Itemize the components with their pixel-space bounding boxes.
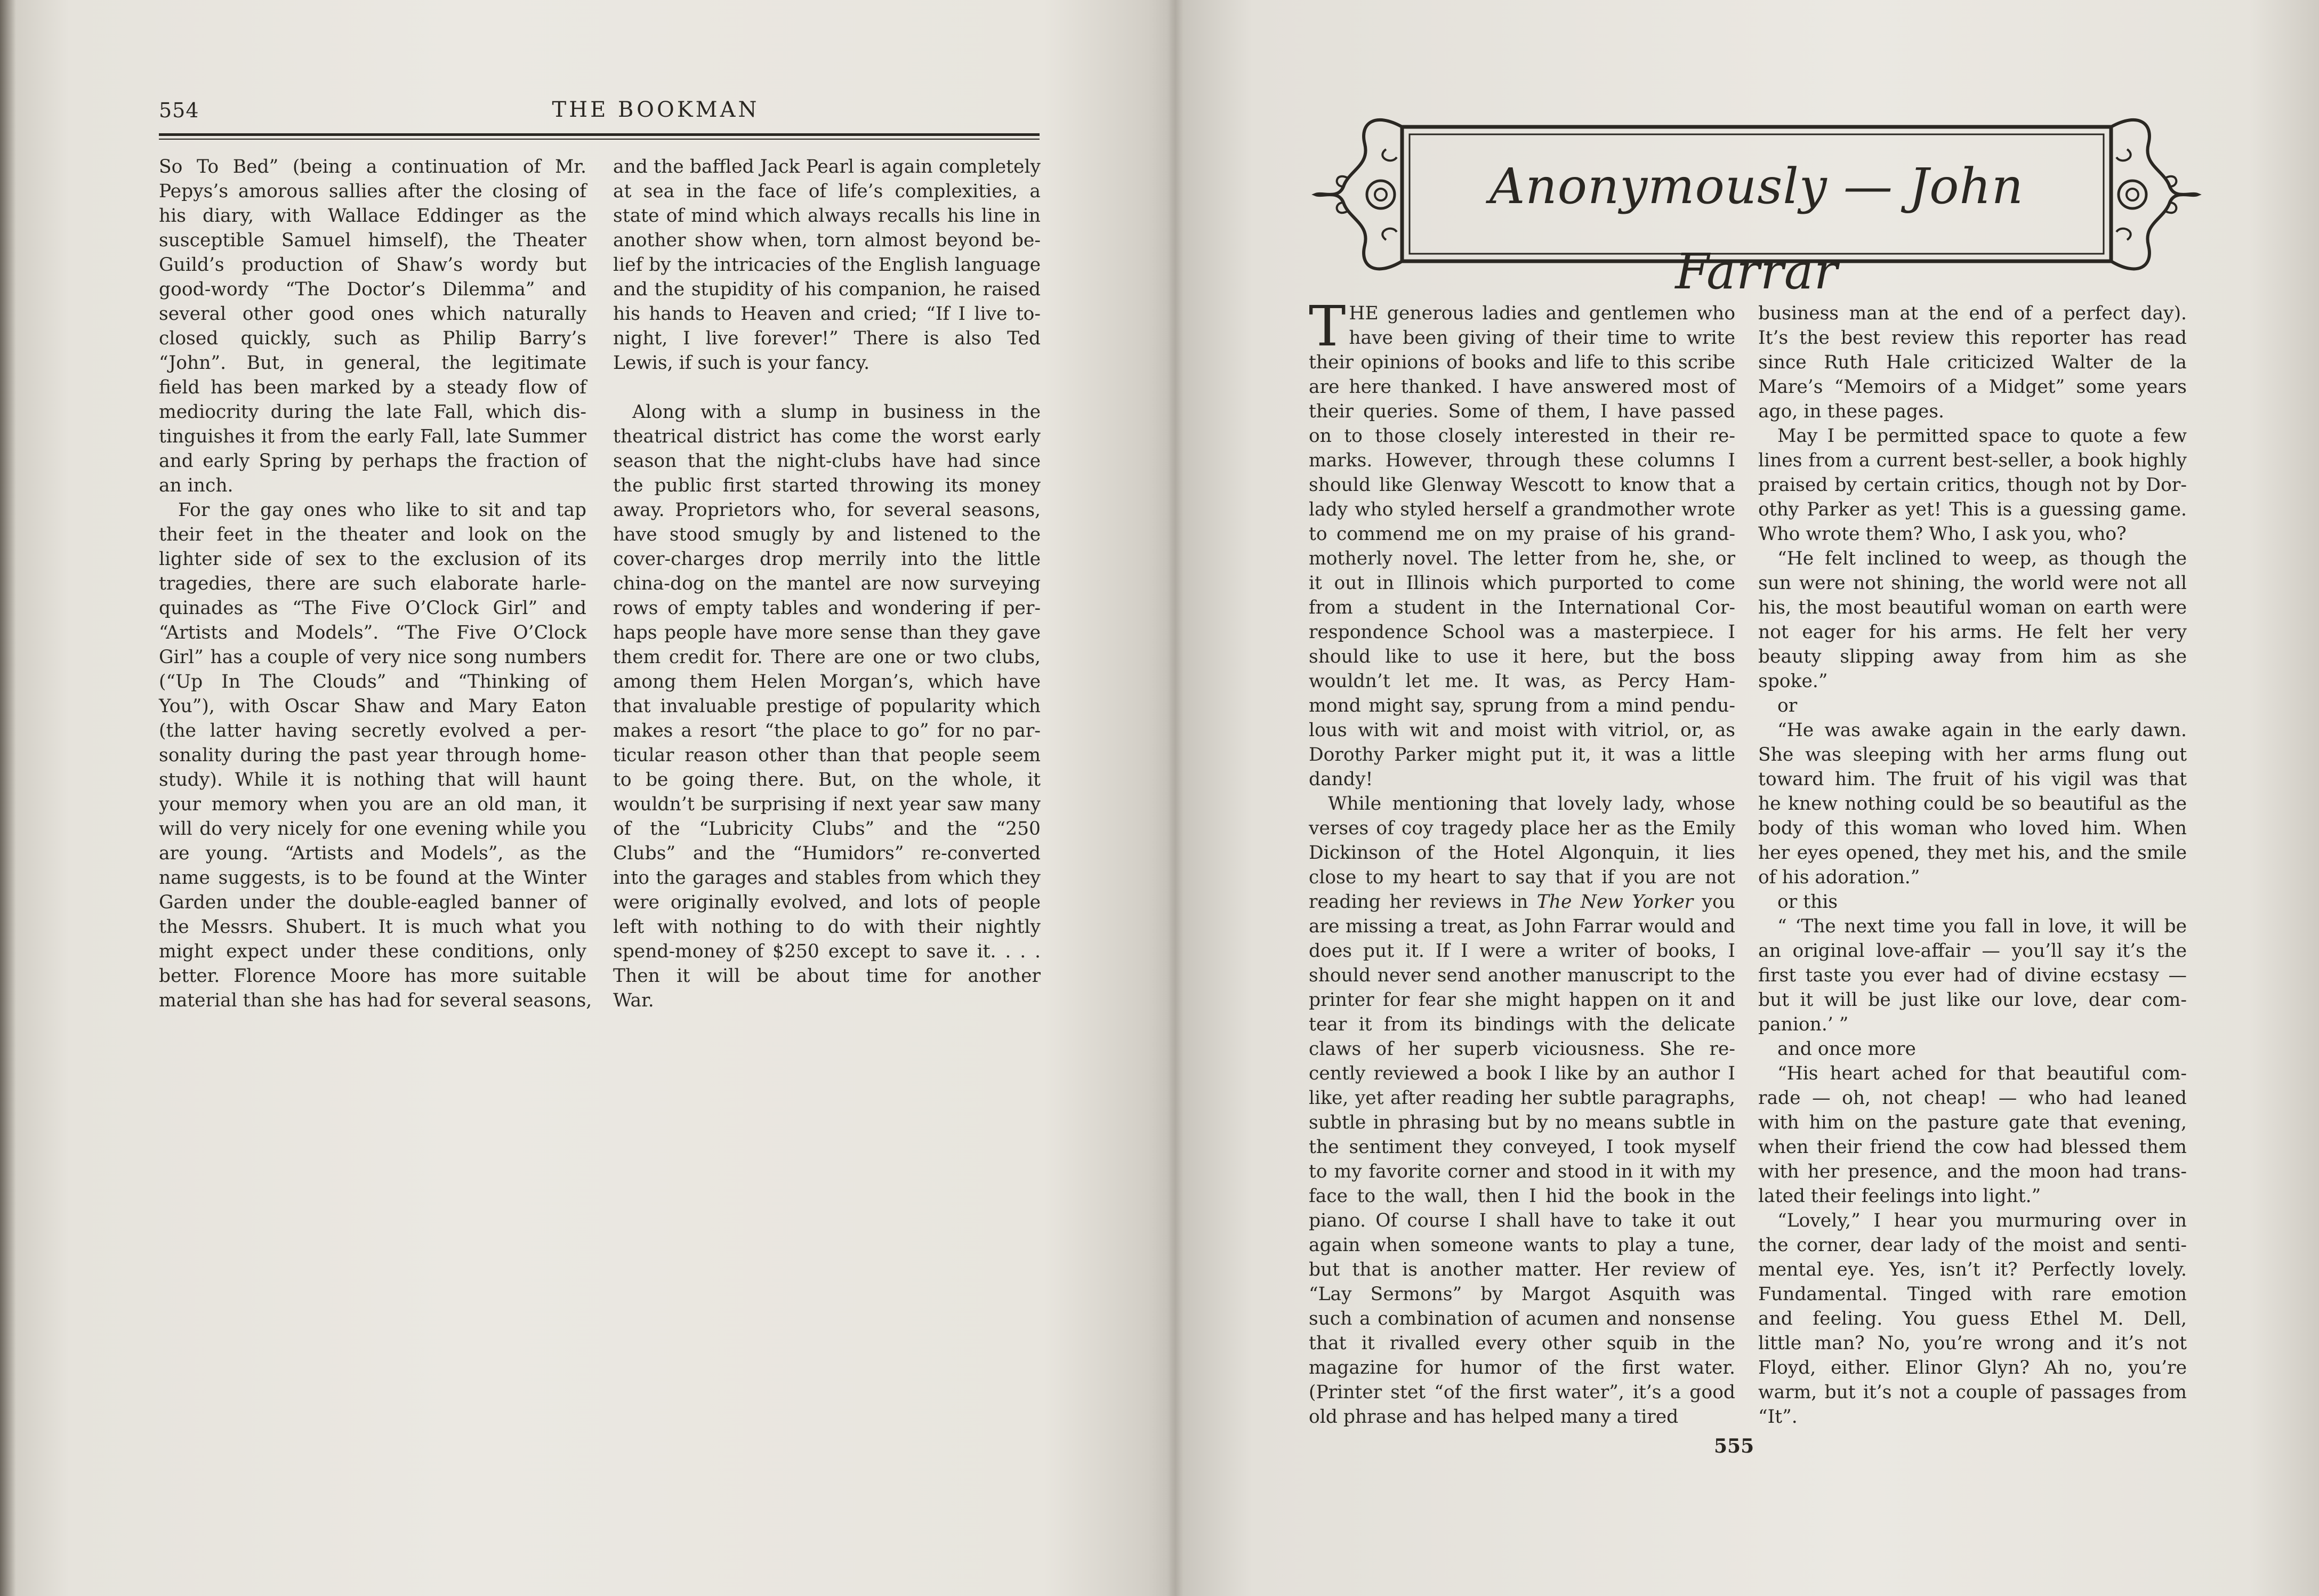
text-line: are here thanked. I have answered most of	[1309, 376, 1735, 398]
text-line: spend-money of $250 except to save it. . . .	[613, 941, 1041, 962]
text-line: to commend me on my praise of his grand-	[1309, 523, 1735, 545]
text-line: should like Glenway Wescott to know that a	[1309, 474, 1735, 496]
text-line: dandy!	[1309, 769, 1373, 790]
text-line: Guild’s production of Shaw’s wordy but	[159, 254, 586, 276]
text-line: study). While it is nothing that will haunt	[159, 769, 586, 791]
text-line: are young. “Artists and Models”, as the	[159, 843, 586, 864]
text-line: might expect under these conditions, only	[159, 941, 586, 962]
text-line: like, yet after reading her subtle paragraphs,	[1309, 1087, 1735, 1109]
text-line: since Ruth Hale criticized Walter de la	[1758, 352, 2187, 373]
text-line: (Printer stet “of the first water”, it’s a good	[1309, 1382, 1735, 1403]
text-line: have been giving of their time to write	[1349, 327, 1735, 349]
text-line: “He was awake again in the early dawn.	[1777, 720, 2187, 741]
text-line: into the garages and stables from which they	[613, 867, 1041, 889]
text-line: marks. However, through these columns I	[1309, 450, 1735, 471]
text-line: So To Bed” (being a continuation of Mr.	[159, 156, 586, 178]
text-line: War.	[613, 990, 654, 1011]
left-page-column-2	[613, 155, 1041, 1013]
text-line: mond might say, sprung from a mind pendu-	[1309, 695, 1735, 716]
text-line: “John”. But, in general, the legitimate	[159, 352, 586, 374]
text-line: will do very nicely for one evening while you	[159, 818, 586, 840]
text-line: season that the night-clubs have had since	[613, 450, 1041, 472]
right-page-column-1-text	[1309, 294, 1735, 1429]
text-line: and once more	[1777, 1038, 1916, 1060]
text-line: state of mind which always recalls his line in	[613, 205, 1041, 227]
text-line: closed quickly, such as Philip Barry’s	[159, 328, 586, 349]
text-line: to be going there. But, on the whole, it	[613, 769, 1041, 791]
text-line: at sea in the face of life’s complexities, a	[613, 181, 1041, 202]
text-line: tear it from its bindings with the delicate	[1309, 1014, 1735, 1035]
text-line: makes a resort “the place to go” for no par-	[613, 720, 1041, 741]
text-line: Mare’s “Memoirs of a Midget” some years	[1758, 376, 2187, 398]
text-line: an original love-affair — you’ll say it’s the	[1758, 940, 2187, 962]
text-line: their feet in the theater and look on the	[159, 524, 586, 545]
text-line: piano. Of course I shall have to take it out	[1309, 1210, 1735, 1231]
text-line: when their friend the cow had blessed them	[1758, 1136, 2187, 1158]
text-line: Pepys’s amorous sallies after the closing of	[159, 181, 586, 202]
text-line: not eager for his arms. He felt her very	[1758, 622, 2187, 643]
text-line: night, I live forever!” There is also Ted	[613, 328, 1041, 349]
running-head: THE BOOKMAN	[552, 98, 760, 122]
text-line: Garden under the double-eagled banner of	[159, 892, 586, 913]
text-line: are missing a treat, as John Farrar would and	[1309, 916, 1735, 937]
text-line: “Artists and Models”. “The Five O’Clock	[159, 622, 586, 643]
text-line: beauty slipping away from him as she	[1758, 646, 2187, 667]
text-line: and feeling. You guess Ethel M. Dell,	[1758, 1308, 2187, 1329]
text-line: “ ‘The next time you fall in love, it will be	[1777, 916, 2187, 937]
text-line: claws of her superb viciousness. She re-	[1309, 1038, 1735, 1060]
text-line: motherly novel. The letter from he, she, or	[1309, 548, 1735, 569]
text-line: quinades as “The Five O’Clock Girl” and	[159, 598, 586, 619]
text-line: lated their feelings into light.”	[1758, 1186, 2041, 1207]
text-line: first taste you ever had of divine ecstasy —	[1758, 965, 2187, 986]
text-line: business man at the end of a perfect day).	[1758, 303, 2187, 324]
text-line: but it will be just like our love, dear com-	[1758, 989, 2187, 1011]
text-line	[613, 375, 1041, 400]
text-line: china-dog on the mantel are now surveying	[613, 573, 1041, 594]
text-line: verses of coy tragedy place her as the Emily	[1309, 818, 1735, 839]
text-line: have stood smugly by and listened to the	[613, 524, 1041, 545]
text-line: May I be permitted space to quote a few	[1777, 425, 2187, 447]
text-line: theatrical district has come the worst early	[613, 426, 1041, 447]
text-line: that invaluable prestige of popularity which	[613, 696, 1041, 717]
text-line: warm, but it’s not a couple of passages from	[1758, 1382, 2187, 1403]
binding-edge	[0, 0, 16, 1596]
text-line: an inch.	[159, 475, 233, 496]
text-line: their queries. Some of them, I have passed	[1309, 401, 1735, 422]
text-line: HE generous ladies and gentlemen who	[1349, 303, 1735, 324]
text-line: spoke.”	[1758, 671, 1828, 692]
text-line: face to the wall, then I hid the book in the	[1309, 1186, 1735, 1207]
text-line: to my favorite corner and stood in it with my	[1309, 1161, 1735, 1182]
text-line: body of this woman who loved him. When	[1758, 818, 2187, 839]
text-line: his diary, with Wallace Eddinger as the	[159, 205, 586, 227]
text-line: better. Florence Moore has more suitable	[159, 965, 586, 987]
text-line: them credit for. There are one or two clubs,	[613, 647, 1041, 668]
text-line: haps people have more sense than they gave	[613, 622, 1041, 643]
text-line: the corner, dear lady of the moist and senti-	[1758, 1235, 2187, 1256]
text-line: material than she has had for several seasons,	[159, 990, 592, 1011]
text-line: (“Up In The Clouds” and “Thinking of	[159, 671, 586, 692]
text-line: were originally evolved, and lots of people	[613, 892, 1041, 913]
text-line: susceptible Samuel himself), the Theater	[159, 230, 586, 251]
text-line: good-wordy “The Doctor’s Dilemma” and	[159, 279, 586, 300]
header-rule	[159, 133, 1040, 136]
text-line: Girl” has a couple of very nice song numbers	[159, 647, 586, 668]
text-line: the sentiment they conveyed, I took myself	[1309, 1136, 1735, 1158]
text-line: old phrase and has helped many a tired	[1309, 1406, 1679, 1428]
text-line: that it rivalled every other squib in the	[1309, 1333, 1735, 1354]
page-number-right: 555	[1714, 1435, 1754, 1457]
text-line: several other good ones which naturally	[159, 303, 586, 325]
text-line: reading her reviews in The New Yorker you	[1309, 891, 1735, 913]
text-line: should like to use it here, but the boss	[1309, 646, 1735, 667]
text-line: their opinions of books and life to this scribe	[1309, 352, 1735, 373]
text-line: field has been marked by a steady flow of	[159, 377, 586, 398]
text-line: For the gay ones who like to sit and tap	[178, 499, 586, 521]
text-line: mediocrity during the late Fall, which dis-	[159, 401, 586, 423]
text-line: another show when, torn almost beyond be-	[613, 230, 1041, 251]
text-line: sun were not shining, the world were not all	[1758, 573, 2187, 594]
text-line: ticular reason other than that people seem	[613, 745, 1041, 766]
text-line: of his adoration.”	[1758, 867, 1920, 888]
text-line: “Lovely,” I hear you murmuring over in	[1777, 1210, 2187, 1231]
text-line: Then it will be about time for another	[613, 965, 1041, 987]
text-line: or this	[1777, 891, 1838, 913]
text-line: rows of empty tables and wondering if per-	[613, 598, 1041, 619]
text-line: your memory when you are an old man, it	[159, 794, 586, 815]
article-title: Anonymously — John Farrar	[1489, 158, 2024, 300]
text-line: “It”.	[1758, 1406, 1798, 1428]
text-line: her eyes opened, they met his, and the smile	[1758, 842, 2187, 864]
text-line: among them Helen Morgan’s, which have	[613, 671, 1041, 692]
text-line: ago, in these pages.	[1758, 401, 1944, 422]
text-line: “Lay Sermons” by Margot Asquith was	[1309, 1284, 1735, 1305]
text-line: panion.’ ”	[1758, 1014, 1849, 1035]
text-line: again when someone wants to play a tune,	[1309, 1235, 1735, 1256]
text-line: his hands to Heaven and cried; “If I live to-	[613, 303, 1041, 325]
text-line: sonality during the past year through home-	[159, 745, 586, 766]
text-line: She was sleeping with her arms flung out	[1758, 744, 2187, 765]
right-page-column-1	[1309, 294, 1735, 1429]
right-page-column-2	[1758, 301, 2187, 1429]
text-line: lighter side of sex to the exclusion of its	[159, 549, 586, 570]
text-line: Dickinson of the Hotel Algonquin, it lies	[1309, 842, 1735, 864]
text-line: praised by certain critics, though not by Dor-	[1758, 474, 2187, 496]
text-line: It’s the best review this reporter has read	[1758, 327, 2187, 349]
text-line: from a student in the International Cor-	[1309, 597, 1735, 618]
text-line: or	[1777, 695, 1798, 716]
text-line: Clubs” and the “Humidors” re-converted	[613, 843, 1041, 864]
text-line: toward him. The fruit of his vigil was that	[1758, 769, 2187, 790]
text-line: does put it. If I were a writer of books, I	[1309, 940, 1735, 962]
text-line: rade — oh, not cheap! — who had leaned	[1758, 1087, 2187, 1109]
text-line: and early Spring by perhaps the fraction of	[159, 450, 586, 472]
text-line: lines from a current best-seller, a book highly	[1758, 450, 2187, 471]
text-line: but that is another matter. Her review of	[1309, 1259, 1735, 1280]
text-line: printer for fear she might happen on it and	[1309, 989, 1735, 1011]
left-page-column-1	[159, 155, 592, 1013]
text-line: (the latter having secretly evolved a per-	[159, 720, 586, 741]
text-line: respondence School was a masterpiece. I	[1309, 622, 1735, 643]
text-line: lief by the intricacies of the English language	[613, 254, 1041, 276]
text-line: it out in Illinois which purported to come	[1309, 573, 1735, 594]
text-line: Along with a slump in business in the	[632, 401, 1041, 423]
text-line: such a combination of acumen and nonsense	[1309, 1308, 1735, 1329]
drop-cap: T	[1309, 294, 1346, 359]
text-line: away. Proprietors who, for several seasons,	[613, 499, 1041, 521]
text-line: name suggests, is to be found at the Winter	[159, 867, 586, 889]
text-line: should never send another manuscript to the	[1309, 965, 1735, 986]
text-line: and the baffled Jack Pearl is again completely	[613, 156, 1041, 178]
text-line: Dorothy Parker might put it, it was a little	[1309, 744, 1735, 765]
text-line: tragedies, there are such elaborate harle-	[159, 573, 586, 594]
text-line: “His heart ached for that beautiful com-	[1777, 1063, 2187, 1084]
text-line: tinguishes it from the early Fall, late Summer	[159, 426, 586, 447]
text-line: close to my heart to say that if you are not	[1309, 867, 1735, 888]
text-line: othy Parker as yet! This is a guessing game.	[1758, 499, 2187, 520]
text-line: left with nothing to do with their nightly	[613, 916, 1041, 938]
text-line: cently reviewed a book I like by an author I	[1309, 1063, 1735, 1084]
text-line: Floyd, either. Elinor Glyn? Ah no, you’re	[1758, 1357, 2187, 1379]
text-line: with her presence, and the moon had trans-	[1758, 1161, 2187, 1182]
text-line: he knew nothing could be so beautiful as the	[1758, 793, 2187, 815]
text-line: lous with wit and moist with vitriol, or, as	[1309, 720, 1735, 741]
text-line: wouldn’t let me. It was, as Percy Ham-	[1309, 671, 1735, 692]
text-line: the public first started throwing its money	[613, 475, 1041, 496]
text-line: Lewis, if such is your fancy.	[613, 352, 870, 374]
book-gutter	[1167, 0, 1183, 1596]
text-line: “He felt inclined to weep, as though the	[1777, 548, 2187, 569]
header-rule-thin	[159, 139, 1040, 140]
text-line: his, the most beautiful woman on earth were	[1758, 597, 2187, 618]
text-line: the Messrs. Shubert. It is much what you	[159, 916, 586, 938]
text-line: subtle in phrasing but by no means subtle in	[1309, 1112, 1735, 1133]
page-number-left: 554	[159, 99, 199, 122]
text-line: with him on the pasture gate that evening,	[1758, 1112, 2187, 1133]
text-line: magazine for humor of the first water.	[1309, 1357, 1735, 1379]
text-line: little man? No, you’re wrong and it’s not	[1758, 1333, 2187, 1354]
text-line: and the stupidity of his companion, he raised	[613, 279, 1041, 300]
text-line: of the “Lubricity Clubs” and the “250	[613, 818, 1041, 840]
text-line: cover-charges drop merrily into the little	[613, 549, 1041, 570]
text-line: mental eye. Yes, isn’t it? Perfectly lovely.	[1758, 1259, 2187, 1280]
text-line: lady who styled herself a grandmother wrote	[1309, 499, 1735, 520]
text-line: You”), with Oscar Shaw and Mary Eaton	[159, 696, 586, 717]
text-line: While mentioning that lovely lady, whose	[1328, 793, 1735, 815]
text-line: on to those closely interested in their re-	[1309, 425, 1735, 447]
text-line: Who wrote them? Who, I ask you, who?	[1758, 523, 2127, 545]
text-line: Fundamental. Tinged with rare emotion	[1758, 1284, 2187, 1305]
text-line: wouldn’t be surprising if next year saw many	[613, 794, 1041, 815]
